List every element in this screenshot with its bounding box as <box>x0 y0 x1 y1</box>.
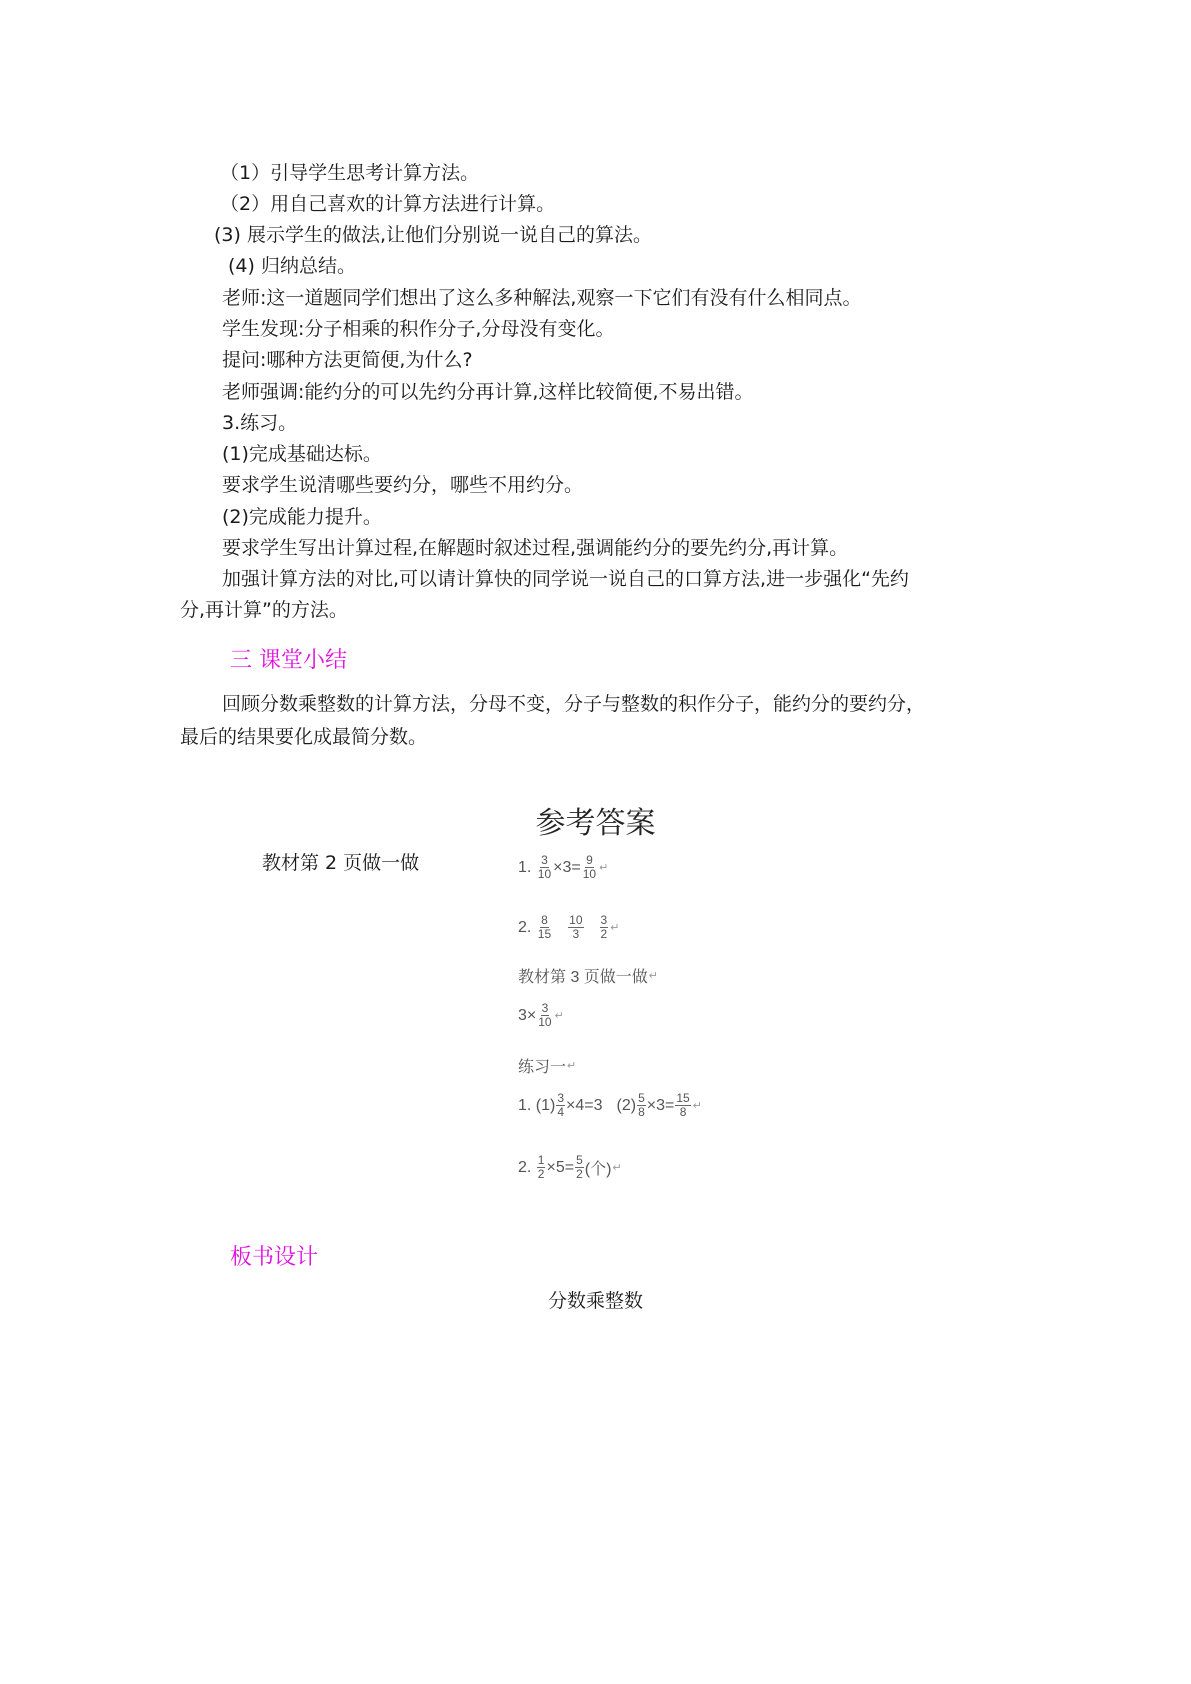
fraction <box>575 1154 584 1181</box>
text-line-13: 要求学生写出计算过程,在解题时叙述过程,强调能约分的要先约分,再计算。 <box>222 537 849 559</box>
text-line-5: 老师:这一道题同学们想出了这么多种解法,观察一下它们有没有什么相同点。 <box>222 287 862 309</box>
answer-row-label-p3 <box>518 964 658 987</box>
denominator: 8 <box>679 1105 687 1119</box>
q5-a-rest: ×5= <box>546 1158 575 1176</box>
answer-row-5 <box>518 1154 622 1181</box>
answer-row-2 <box>518 914 619 941</box>
text-line-6: 学生发现:分子相乘的积作分子,分母没有变化。 <box>222 318 615 340</box>
q1-times: ×3= <box>553 858 581 876</box>
fraction <box>582 854 597 881</box>
numerator: 10 <box>569 913 583 927</box>
denominator: 15 <box>537 927 552 941</box>
return-mark-icon: ↵ <box>610 922 620 934</box>
numerator: 5 <box>638 1091 645 1105</box>
return-mark-icon: ↵ <box>599 862 609 874</box>
fraction <box>556 1092 565 1119</box>
fraction <box>537 1154 546 1181</box>
fraction <box>568 914 583 941</box>
numerator: 1 <box>537 1153 545 1167</box>
board-heading: 板书设计 <box>230 1245 319 1270</box>
denominator: 2 <box>600 927 608 941</box>
answer-row-4 <box>518 1092 702 1119</box>
fraction <box>537 854 552 881</box>
denominator: 4 <box>557 1105 565 1119</box>
denominator: 10 <box>537 867 552 881</box>
answers-title: 参考答案 <box>535 806 656 841</box>
q4-mid: (2) <box>616 1096 637 1114</box>
q4-a-rest: ×4=3 <box>566 1096 603 1114</box>
label-exercise: 练习一 <box>518 1059 567 1076</box>
denominator: 3 <box>572 927 580 941</box>
summary-line-1: 回顾分数乘整数的计算方法，分母不变，分子与整数的积作分子，能约分的要约分， <box>222 693 926 715</box>
summary-line-2: 最后的结果要化成最简分数。 <box>180 726 428 748</box>
fraction <box>537 914 552 941</box>
fraction <box>675 1092 690 1119</box>
text-line-7: 提问:哪种方法更简便,为什么? <box>222 349 473 371</box>
return-mark-icon: ↵ <box>567 1060 577 1072</box>
label-p3: 教材第 3 页做一做 <box>518 969 648 986</box>
numerator: 3 <box>600 913 608 927</box>
q5-prefix: 2. <box>518 1158 532 1176</box>
return-mark-icon: ↵ <box>612 1162 622 1174</box>
answers-left-label: 教材第 2 页做一做 <box>262 852 420 874</box>
denominator: 2 <box>537 1167 545 1181</box>
answer-row-3 <box>518 1002 564 1029</box>
q1-prefix: 1. <box>518 858 532 876</box>
fraction <box>537 1002 552 1029</box>
denominator: 8 <box>638 1105 645 1119</box>
text-line-2: （2）用自己喜欢的计算方法进行计算。 <box>220 193 556 215</box>
text-line-1: （1）引导学生思考计算方法。 <box>220 162 480 184</box>
return-mark-icon: ↵ <box>648 970 659 982</box>
text-line-14: 加强计算方法的对比,可以请计算快的同学说一说自己的口算方法,进一步强化“先约 <box>222 568 909 590</box>
fraction <box>637 1092 646 1119</box>
text-line-11: 要求学生说清哪些要约分，哪些不用约分。 <box>222 474 584 496</box>
numerator: 5 <box>576 1153 583 1167</box>
denominator: 2 <box>576 1167 583 1181</box>
board-title: 分数乘整数 <box>547 1290 643 1312</box>
q3-prefix: 3× <box>518 1006 537 1024</box>
answer-scan-image <box>518 848 758 1188</box>
denominator: 10 <box>538 1015 552 1029</box>
numerator: 8 <box>541 913 548 927</box>
answer-row-label-ex <box>518 1054 576 1077</box>
text-line-9: 3.练习。 <box>222 412 298 434</box>
text-line-12: (2)完成能力提升。 <box>222 506 382 528</box>
section-heading-summary: 三 课堂小结 <box>230 648 347 673</box>
numerator: 3 <box>541 853 548 867</box>
denominator: 10 <box>582 867 597 881</box>
text-line-15: 分,再计算”的方法。 <box>180 599 348 621</box>
numerator: 3 <box>557 1091 565 1105</box>
fraction <box>600 914 609 941</box>
q4-b-rest: ×3= <box>646 1096 675 1114</box>
q2-prefix: 2. <box>518 918 532 936</box>
answer-row-1 <box>518 854 608 881</box>
text-line-3: (3) 展示学生的做法,让他们分别说一说自己的算法。 <box>214 224 652 246</box>
numerator: 9 <box>586 853 593 867</box>
text-line-10: (1)完成基础达标。 <box>222 443 382 465</box>
return-mark-icon: ↵ <box>692 1100 702 1112</box>
numerator: 3 <box>541 1001 549 1015</box>
return-mark-icon: ↵ <box>554 1010 564 1022</box>
text-line-4: (4) 归纳总结。 <box>228 255 356 277</box>
q4-prefix: 1. (1) <box>518 1096 556 1114</box>
q5-unit: (个) <box>584 1161 612 1178</box>
text-line-8: 老师强调:能约分的可以先约分再计算,这样比较简便,不易出错。 <box>222 381 754 403</box>
numerator: 15 <box>676 1091 690 1105</box>
